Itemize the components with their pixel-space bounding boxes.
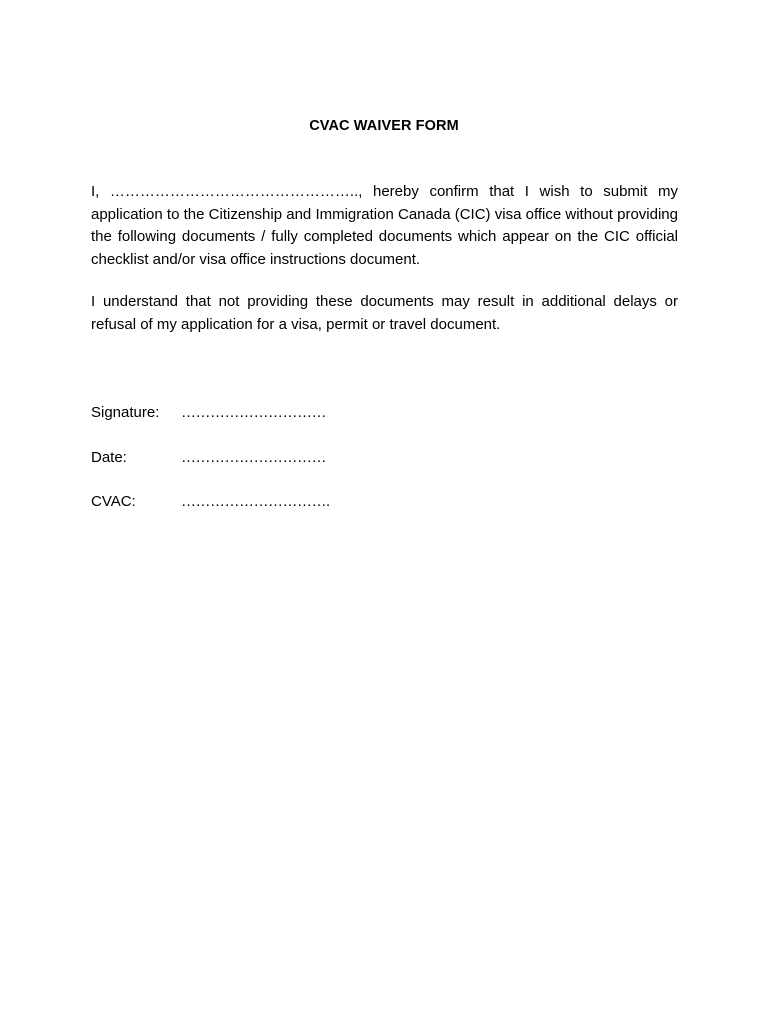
confirmation-paragraph: I, ………………………………………….., hereby confirm that I wish to submit my application to the Citizenship and Immigration Canada (CIC) visa office without providing the following documents / fully completed documents which appear on the CIC official checklist and/or visa office instructions document. bbox=[91, 183, 678, 268]
signature-field bbox=[91, 402, 326, 424]
understanding-paragraph: I understand that not providing these documents may result in additional delays or refusal of my application for a visa, permit or travel document. bbox=[91, 293, 678, 333]
cvac-blank: …………………………. bbox=[181, 493, 330, 510]
cvac-label: CVAC: bbox=[91, 493, 136, 510]
signature-blank: ………………………… bbox=[181, 404, 326, 421]
date-label: Date: bbox=[91, 449, 127, 466]
date-blank: ………………………… bbox=[181, 449, 326, 466]
cvac-field bbox=[91, 491, 330, 513]
form-title: CVAC WAIVER FORM bbox=[309, 118, 459, 134]
date-field bbox=[91, 447, 326, 469]
signature-label: Signature: bbox=[91, 404, 160, 421]
